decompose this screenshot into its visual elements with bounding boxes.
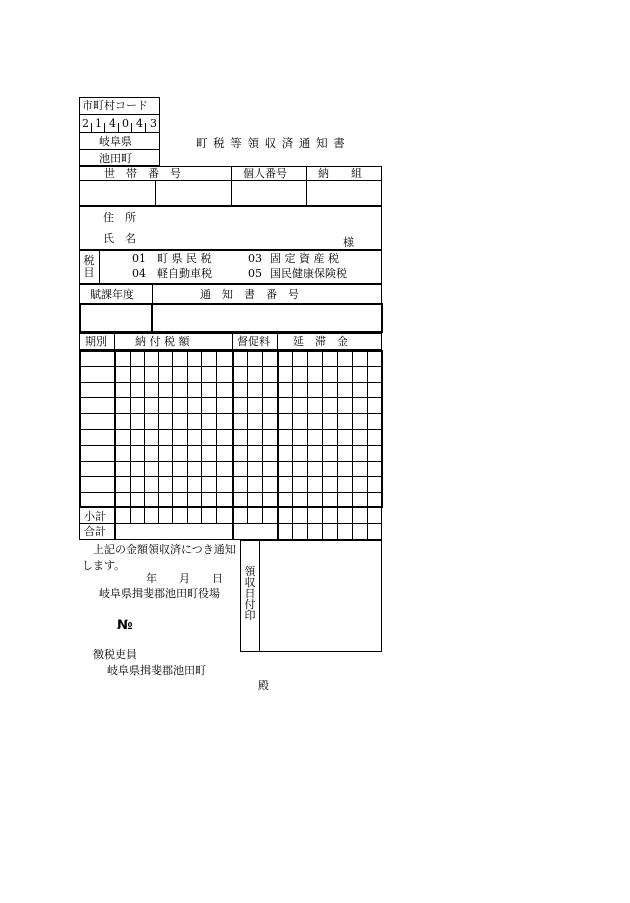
tax-item-code: 03 bbox=[248, 252, 262, 265]
late-fee-header: 督促料 bbox=[237, 335, 270, 348]
personal-number-label: 個人番号 bbox=[243, 167, 287, 180]
subtotal-label: 小計 bbox=[84, 510, 106, 523]
divider bbox=[152, 284, 153, 304]
divider bbox=[155, 180, 156, 206]
grid-line bbox=[292, 350, 293, 540]
tax-item-name: 町 県 民 税 bbox=[157, 252, 212, 265]
grid-line bbox=[158, 350, 159, 524]
grid-line bbox=[322, 350, 323, 540]
receipt-office: 岐阜県揖斐郡池田町役場 bbox=[99, 587, 220, 600]
divider bbox=[231, 166, 232, 206]
receipt-stamp-box bbox=[240, 540, 382, 652]
divider bbox=[259, 540, 260, 652]
divider bbox=[232, 333, 233, 350]
grid-line bbox=[216, 350, 217, 524]
tax-item-name: 固 定 資 産 税 bbox=[270, 252, 339, 265]
code-digit: 4 bbox=[109, 117, 116, 130]
assessment-entry-box bbox=[79, 303, 383, 333]
code-digit: 1 bbox=[95, 117, 102, 130]
code-digit: 3 bbox=[150, 117, 157, 130]
document-title: 町 税 等 領 収 済 通 知 書 bbox=[196, 136, 346, 150]
notice-number-label: 通 知 書 番 号 bbox=[200, 288, 299, 301]
delinquency-header: 延 滞 金 bbox=[293, 335, 348, 348]
grid-line bbox=[247, 350, 248, 524]
digit-tick bbox=[118, 123, 119, 132]
tax-item-name: 国民健康保険税 bbox=[270, 267, 347, 280]
grid-line bbox=[114, 350, 116, 540]
grid-line bbox=[307, 350, 308, 540]
digit-tick bbox=[145, 123, 146, 132]
grid-line bbox=[172, 350, 173, 524]
tax-item-code: 05 bbox=[248, 267, 262, 280]
period-header: 期別 bbox=[85, 335, 107, 348]
household-number-label: 世 帯 番 号 bbox=[104, 167, 181, 180]
name-label: 氏 名 bbox=[103, 232, 136, 245]
grid-line bbox=[201, 350, 202, 524]
receipt-stamp-label: 領収日付印 bbox=[244, 565, 256, 622]
total-label: 合計 bbox=[84, 525, 106, 538]
grid-line bbox=[130, 350, 131, 524]
number-mark: № bbox=[117, 618, 133, 633]
divider bbox=[151, 303, 153, 333]
digit-tick bbox=[131, 123, 132, 132]
prefecture-name: 岐阜県 bbox=[99, 135, 132, 148]
receipt-date: 年 月 日 bbox=[146, 572, 223, 585]
assessment-year-label: 賦課年度 bbox=[90, 288, 134, 301]
tax-items-label: 税目 bbox=[83, 254, 95, 279]
tax-item-code: 04 bbox=[132, 267, 146, 280]
receipt-statement: 上記の金額領収済につき通知します。 bbox=[82, 543, 236, 572]
code-digit: 2 bbox=[82, 117, 89, 130]
divider bbox=[79, 149, 160, 150]
payment-group-label: 納 組 bbox=[318, 167, 362, 180]
tax-officer-label: 徴税吏員 bbox=[93, 648, 137, 661]
tax-item-name: 軽自動車税 bbox=[157, 267, 212, 280]
address-label: 住 所 bbox=[103, 211, 136, 224]
recipient-name: 岐阜県揖斐郡池田町 bbox=[107, 664, 206, 677]
municipality-code-label: 市町村コード bbox=[82, 99, 148, 112]
code-digit: 0 bbox=[122, 117, 129, 130]
grid-line bbox=[262, 350, 263, 524]
code-digit: 4 bbox=[136, 117, 143, 130]
divider bbox=[99, 250, 100, 284]
divider bbox=[79, 132, 160, 133]
digit-tick bbox=[104, 123, 105, 132]
honorific-sama: 様 bbox=[343, 236, 354, 249]
grid-line bbox=[144, 350, 145, 524]
town-name: 池田町 bbox=[99, 152, 132, 165]
recipient-honorific: 殿 bbox=[258, 679, 269, 692]
digit-tick bbox=[91, 123, 92, 132]
divider bbox=[306, 166, 307, 206]
divider bbox=[114, 333, 115, 350]
grid-line bbox=[337, 350, 338, 540]
tax-item-code: 01 bbox=[132, 252, 146, 265]
divider bbox=[277, 333, 278, 350]
tax-amount-header: 納 付 税 額 bbox=[135, 335, 190, 348]
grid-line bbox=[187, 350, 188, 524]
divider bbox=[79, 114, 160, 115]
grid-line bbox=[232, 350, 234, 540]
grid-line bbox=[367, 350, 368, 540]
grid-line bbox=[277, 350, 279, 540]
grid-line bbox=[352, 350, 353, 540]
